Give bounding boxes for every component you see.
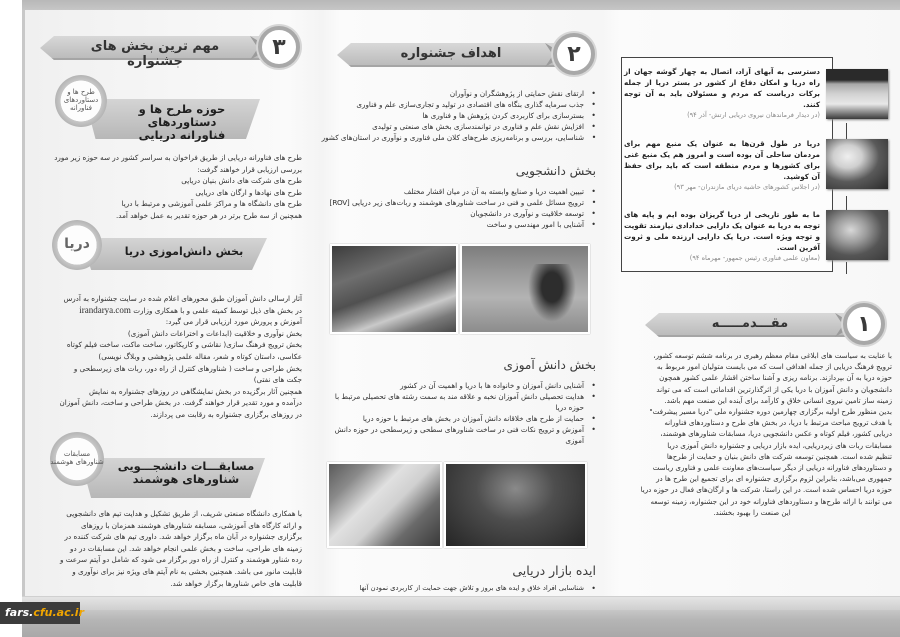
tech-description: طرح های فناورانه دریایی از طریق فراخوان به سراسر کشور در سه حوزه زیر مورد بررسی ارزیابی قرار خواهند گرفت: طرح های شرکت های دانش بنیان دریایی طرح های نهادها و ارگان های دریایی طرح های دانشگاه ها و مراکز علمی آموزشی و مرتبط با دریا همچنین از سه طرح برتر در هر حوزه تقدیر به عمل خواهد آمد. [54,153,302,220]
section2-title: اهداف جشنواره [400,46,502,61]
portrait-vice-president [826,210,888,260]
goal-item: • جذب سرمایه گذاری بنگاه های اقتصادی در تولید و تجاری‌سازی علم و فناوری [318,99,596,110]
section3-title: مهم ترین بخش های جشنواره [90,39,220,69]
smart-boats-description: با همکاری دانشگاه صنعتی شریف، از طریق تشکیل و هدایت تیم های دانشجویی و ارائه کارگاه های آموزشی، مسابقه شناورهای هوشمند همزمان با روزهای برگزاری جشنواره در آبان ماه برگزار خواهد شد. داوری تیم های شرکت کننده در زمینه های طراحی، ساخت و بخش علمی انجام خواهد شد. این مسابقات در دو رده شناور هوشمند و کنترل از راه دور برگزار می شود که شامل دو آیتم سرعت و قابلیت مانور می باشد. همچنین بخشی به نام آیتم های ویژه نیز برای نوآوری و قابلیت های خاص شناورها برگزار خواهد شد. [59,509,302,588]
portrait-leader [826,69,888,119]
smart-boats-logo-icon: مسابقات شناورهای هوشمند [50,432,104,486]
site-watermark[interactable]: fars.cfu.ac.ir [0,602,80,624]
section1-number-badge: ۱ [843,303,885,345]
goals-list [318,88,596,143]
idea-market-item: • شناسایی افراد خلاق و ایده های بروز و تلاش جهت حمایت از کاربردی نمودن آنها [318,583,596,594]
school-goals-heading: بخش دانش آموزی [503,358,596,372]
school-goal-item: • آموزش و ترویج نکات فنی در ساخت شناورهای سطحی و زیرسطحی در حوزه دانش آموزی [318,424,596,446]
page-margin [0,0,22,637]
introduction-text: با عنایت به سیاست های ابلاغی مقام معظم رهبری در برنامه ششم توسعه کشور، ترویج فرهنگ دریایی از جمله اهدافی است که می بایست متولیان امور مربوط به حوزه دریا به آن بپردازند. برنامه ریزی و آشنا ساختن اقشار علمی کشور همچون دانشجویان و دانش آموزان با دریا یکی از اثرگذارترین اقداماتی است که می تواند زمینه ساز تامین نیروی انسانی خلاق و کارآمد برای آینده این صنعت مهم باشد. بدین منظور طرح اولیه برگزاری چهارمین دوره جشنواره ملی "دریا مسیر پیشرفت" با هدف ترویج مباحث مرتبط با دریا، در بخش های طرح و دستاوردهای فناورانه دریایی کشور، فیلم کوتاه و عکس دانشجویی دریا، مسابقات شناورهای هوشمند، مسابقات ربات های زیردریایی، ایده بازار دریایی و جشنواره دانش آموزی دریا تنظیم شده است. همچنین توسعه شرکت های دانش بنیان و حمایت از طرح‌ها و دستاوردهای فناورانه دریایی از دیگر سیاست‌های معاونت علمی و فناوری ریاست جمهوری می‌باشد، بنابراین لزوم برگزاری جشنواره ای برای تجمیع این طرح ها در حوزه دریا احساس شده است. در این راستا، شرکت ها و ارگان‌های فعال در حوزه دریا می توانند با ارائه طرح‌ها و دستاوردهای فناورانه خود در این جشنواره، زمینه توسعه این صنعت را بهبود بخشند. [640,351,892,517]
smart-boats-banner [50,432,265,500]
idea-market-list [318,583,596,594]
student-goals-list [318,186,596,230]
section3-header [40,26,300,68]
school-section-title: بخش دانش‌اموزی دریا [124,245,244,258]
quote-leader: دسترسی به آبهای آزاد، اتصال به چهار گوشه جهان از راه دریا و امکان دفاع از کشور در بستر دریا از جمله برکات دریاست که مردم و مسئولان باید به آن توجه کنند. (در دیدار فرماندهان نیروی دریایی ارتش- آذر ۹۴) [624,67,820,119]
portrait-president [826,139,888,189]
photo-boat-model-workshop [330,244,458,334]
student-goal-item: • ترویج مسائل علمی‌ و فنی در ساخت شناورهای هوشمند و ربات‌های زیر دریایی [ROV] [318,197,596,208]
goal-item: • شناسایی، بررسی‌ و برنامه‌ریزی طرح‌های کلان ملی فناوری و نوآوری در استان‌های کشور [318,132,596,143]
school-goal-item: • آشنایی دانش آموزان و خانواده ها با دریا و اهمیت آن در کشور [318,380,596,391]
tech-projects-banner [55,75,260,143]
quote-connector-line [846,123,847,139]
section3-number-badge: ۳ [258,26,300,68]
photo-festival-group [444,462,587,548]
section2-header [337,33,595,75]
student-goal-item: • توسعه خلاقیت و نوآوری در دانشجویان [318,208,596,219]
student-goal-item: • آشنایی با امور مهندسی و ساخت [318,219,596,230]
tech-logo-icon: طرح ها و دستاوردهای فناورانه [55,75,107,127]
tech-title: حوزه طرح ها و دستاوردهای فناورانه دریایی [138,102,226,143]
idea-market-heading: ایده بازار دریایی [512,563,596,578]
section2-number-badge: ۲ [553,33,595,75]
school-section-description: آثار ارسالی دانش آموزان طبق محورهای اعلام شده در سایت جشنواره به آدرس در بخش های ذیل توسط کمیته علمی و با همکاری وزارت irandarya.com آموزش و پرورش مورد ارزیابی قرار می گیرد: بخش نوآوری و خلاقیت (ابداعات و اختراعات دانش آموزی) بخش ترویج فرهنگ سازی( نقاشی و کاریکاتور، ساخت ماکت، ساخت فیلم کوتاه عکاسی، داستان کوتاه و شعر، مقاله علمی پژوهشی و وبلاگ نویسی) بخش طراحی و ساخت ( شناورهای کنترل از راه دور، ربات های زیرسطحی و جکت های نفتی) همچنین آثار برگزیده در بخش نمایشگاهی در روزهای جشنواره به نمایش درآمده و مورد تقدیر قرار خواهند گرفت. در بخش طراحی و ساخت، دانش آموزان در روزهای برگزاری جشنواره به رقابت می پردازند. [59,294,302,419]
section1-header [645,303,885,345]
school-goal-item: • حمایت از طرح های خلاقانه دانش آموزان در بخش های مرتبط با حوزه دریا [318,413,596,424]
goal-item: • افزایش نقش علم و فناوری در توانمندسازی بخش های صنعتی و تولیدی [318,121,596,132]
section1-title: مقـــدمـــــه [711,316,789,331]
student-section-heading: بخش دانشجویی [515,164,596,178]
quote-connector-line [846,262,847,274]
photo-people [528,264,576,322]
quote-vice-president: ما به طور تاریخی از دریا گریزان بوده ایم و پایه های توجه به دریا به عنوان یک دارایی خدادادی نیازمند تقویت و توجه ویژه است. دریا یک دارایی ارزنده ملی و ثروت آفرین است. (معاون علمی فناوری رئیس جمهور- مهرماه ۹۴) [624,210,820,262]
school-section-banner [52,220,267,278]
photo-lakeside-rov [460,244,590,334]
goal-item: • ارتقای نقش حمایتی از پژوهشگران و نوآوران [318,88,596,99]
photo-award-ceremony [327,462,442,548]
quote-president: دریا در طول قرن‌ها به عنوان یک منبع مهم برای مردمان ساحلی آن بوده است و امروز هم یک منبع غنی برای کشورها و مردم منطقه است که باید برای حفظ آن کوشید. (در اجلاس کشورهای حاشیه دریای مازندران- مهر ۹۳) [624,139,820,191]
brochure-bottom-edge [22,596,900,610]
student-goal-item: • تبیین اهمیت دریا و صنایع وابسته به آن در میان اقشار مختلف [318,186,596,197]
quote-connector-line [846,196,847,210]
school-goal-item: • هدایت تحصیلی دانش آموزان نخبه و علاقه مند به سمت رشته های تحصیلی مرتبط با حوزه دریا [318,391,596,413]
darya-logo-icon: دریا [52,220,102,270]
smart-boats-title: مسابقـــات دانشجـــویی شناورهای هوشمند [117,459,255,487]
school-goals-list [318,380,596,446]
goal-item: • بسترسازی برای کاربردی کردن پژوهش ها و فناوری ها [318,110,596,121]
website-link[interactable]: irandarya.com [79,304,131,315]
